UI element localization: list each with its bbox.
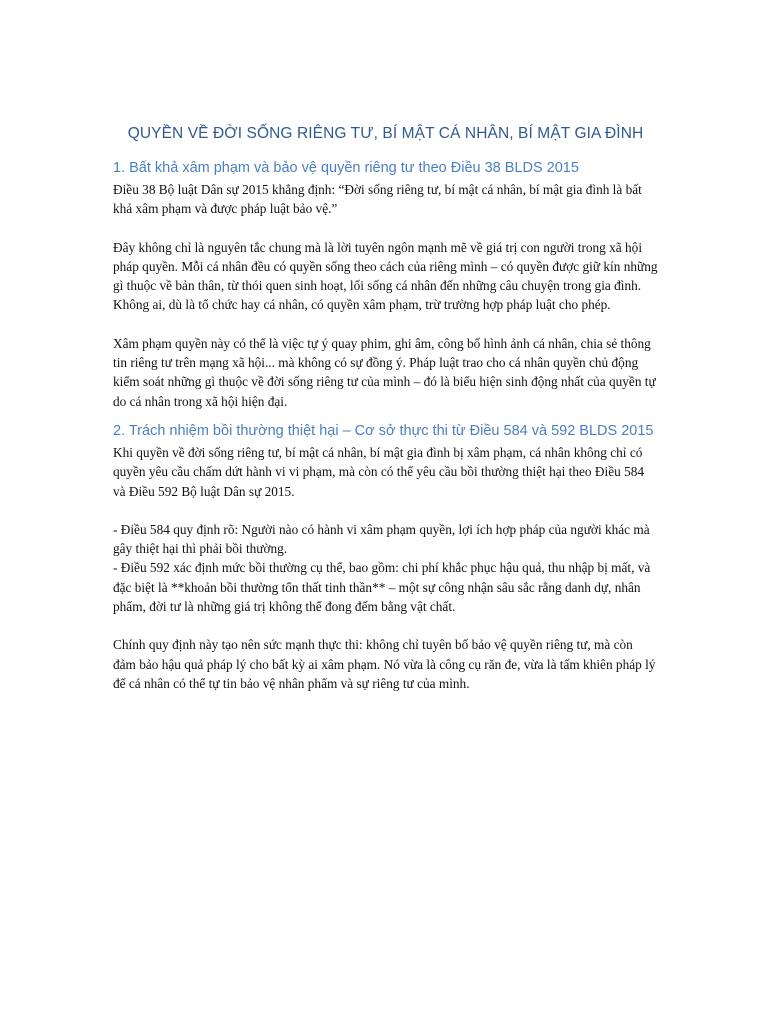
document-body bbox=[113, 120, 658, 693]
paragraph-spacer bbox=[113, 219, 658, 238]
paragraph-spacer bbox=[113, 501, 658, 520]
section-spacer bbox=[113, 411, 658, 417]
section-2-bullet-2: - Điều 592 xác định mức bồi thường cụ thể, bao gồm: chi phí khắc phục hậu quả, thu nhập bị mất, và đặc biệt là **khoản bồi thường tổn thất tinh thần** – một sự công nhận sâu sắc rằng danh dự, nhân phẩm, đời tư là những giá trị không thể đong đếm bằng vật chất. bbox=[113, 560, 651, 615]
section-1-paragraph-3: Xâm phạm quyền này có thể là việc tự ý quay phim, ghi âm, công bố hình ảnh cá nhân, chia sẻ thông tin riêng tư trên mạng xã hội... mà không có sự đồng ý. Pháp luật trao cho cá nhân quyền chủ động kiểm soát những gì thuộc về đời sống riêng tư của mình – đó là biểu hiện sinh động nhất của quyền tự do cá nhân trong xã hội hiện đại. bbox=[113, 335, 656, 409]
section-2-bullet-1: - Điều 584 quy định rõ: Người nào có hành vi xâm phạm quyền, lợi ích hợp pháp của người khác mà gây thiệt hại thì phải bồi thường. bbox=[113, 521, 650, 557]
section-1-paragraph-1: Điều 38 Bộ luật Dân sự 2015 khẳng định: “Đời sống riêng tư, bí mật cá nhân, bí mật gia đình là bất khả xâm phạm và được pháp luật bảo vệ.” bbox=[113, 182, 642, 217]
section-1-heading: 1. Bất khả xâm phạm và bảo vệ quyền riêng tư theo Điều 38 BLDS 2015 bbox=[113, 160, 579, 176]
section-2-paragraph-1: Khi quyền về đời sống riêng tư, bí mật cá nhân, bí mật gia đình bị xâm phạm, cá nhân không chỉ có quyền yêu cầu chấm dứt hành vi vi phạm, mà còn có thể yêu cầu bồi thường thiệt hại theo Điều 584 và Điều 592 Bộ luật Dân sự 2015. bbox=[113, 444, 645, 499]
document-title: QUYỀN VỀ ĐỜI SỐNG RIÊNG TƯ, BÍ MẬT CÁ NHÂN, BÍ MẬT GIA ĐÌNH bbox=[127, 125, 644, 142]
section-2-paragraph-4: Chính quy định này tạo nên sức mạnh thực thi: không chỉ tuyên bố bảo vệ quyền riêng tư, mà còn đảm bảo hậu quả pháp lý cho bất kỳ ai xâm phạm. Nó vừa là công cụ răn đe, vừa là tấm khiên pháp lý để cá nhân có thể tự tin bảo vệ nhân phẩm và sự riêng tư của mình. bbox=[113, 637, 656, 691]
paragraph-spacer bbox=[113, 616, 658, 635]
section-1-paragraph-2: Đây không chỉ là nguyên tắc chung mà là lời tuyên ngôn mạnh mẽ về giá trị con người trong xã hội pháp quyền. Mỗi cá nhân đều có quyền sống theo cách của riêng mình – có quyền được giữ kín những gì thuộc về bản thân, từ thói quen sinh hoạt, lối sống cá nhân đến những câu chuyện trong gia đình. Không ai, dù là tổ chức hay cá nhân, có quyền xâm phạm, trừ trường hợp pháp luật cho phép. bbox=[113, 239, 658, 313]
paragraph-spacer bbox=[113, 315, 658, 334]
section-2-heading: 2. Trách nhiệm bồi thường thiệt hại – Cơ sở thực thi từ Điều 584 và 592 BLDS 2015 bbox=[113, 422, 654, 439]
